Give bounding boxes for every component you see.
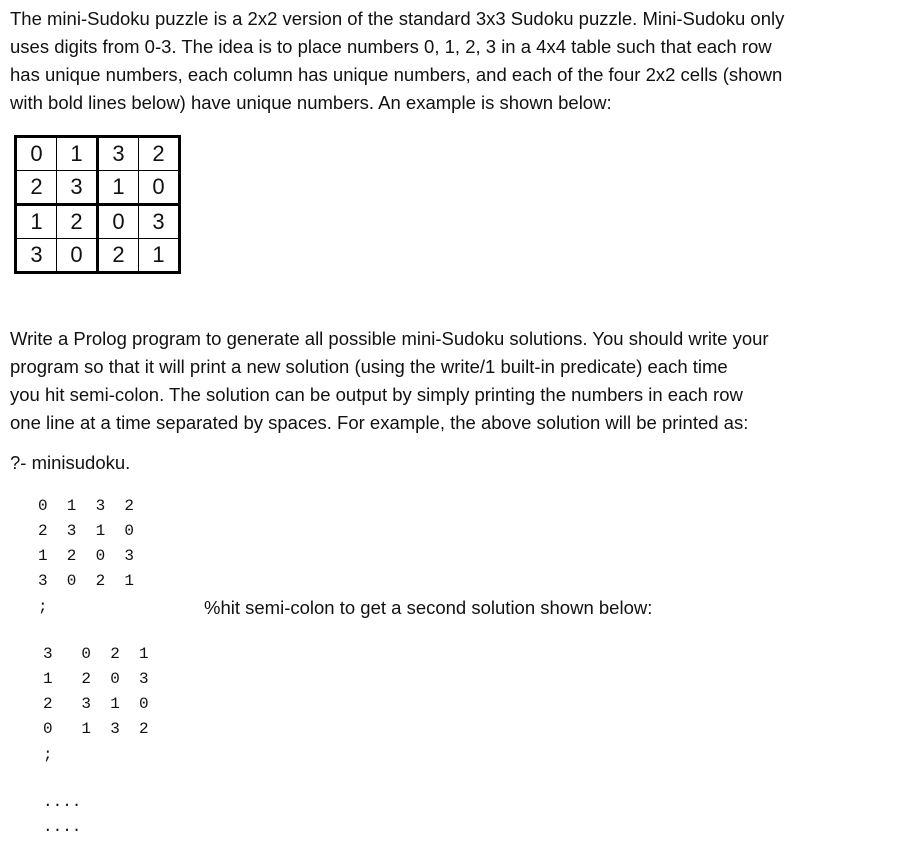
- solution1-row: 3 0 2 1: [38, 572, 135, 590]
- intro-line: uses digits from 0-3. The idea is to place numbers 0, 1, 2, 3 in a 4x4 table such that each row: [10, 36, 772, 57]
- solution2-row: 0 1 3 2: [43, 720, 149, 738]
- ellipsis: ....: [43, 793, 82, 811]
- intro-line: The mini-Sudoku puzzle is a 2x2 version of the standard 3x3 Sudoku puzzle. Mini-Sudoku only: [10, 8, 785, 29]
- grid-cell: 1: [16, 205, 57, 239]
- grid-cell: 2: [16, 171, 57, 205]
- grid-row: [16, 137, 180, 171]
- grid-cell: 3: [57, 171, 98, 205]
- solution2-semicolon: ;: [43, 746, 53, 764]
- grid-cell: 3: [98, 137, 139, 171]
- intro-paragraph: [10, 5, 890, 117]
- grid-cell: 2: [98, 239, 139, 273]
- task-line: you hit semi-colon. The solution can be output by simply printing the numbers in each row: [10, 384, 743, 405]
- prolog-query: ?- minisudoku.: [10, 452, 131, 473]
- grid-cell: 2: [57, 205, 98, 239]
- grid-cell: 0: [98, 205, 139, 239]
- grid-cell: 0: [16, 137, 57, 171]
- solution2-row: 2 3 1 0: [43, 695, 149, 713]
- grid-row: [16, 239, 180, 273]
- grid-cell: 1: [57, 137, 98, 171]
- grid-row: [16, 171, 180, 205]
- intro-line: with bold lines below) have unique numbers. An example is shown below:: [10, 92, 612, 113]
- task-line: Write a Prolog program to generate all possible mini-Sudoku solutions. You should write your: [10, 328, 769, 349]
- grid-cell: 3: [139, 205, 180, 239]
- grid-cell: 1: [98, 171, 139, 205]
- solution1-row: 0 1 3 2: [38, 497, 135, 515]
- grid-row: [16, 205, 180, 239]
- grid-cell: 2: [139, 137, 180, 171]
- example-sudoku-grid: [14, 135, 181, 274]
- grid-cell: 1: [139, 239, 180, 273]
- grid-cell: 3: [16, 239, 57, 273]
- solution1-row: 2 3 1 0: [38, 522, 135, 540]
- ellipsis: ....: [43, 818, 82, 836]
- task-paragraph: [10, 325, 890, 437]
- solution2-row: 3 0 2 1: [43, 645, 149, 663]
- solution1-row: 1 2 0 3: [38, 547, 135, 565]
- intro-line: has unique numbers, each column has unique numbers, and each of the four 2x2 cells (shown: [10, 64, 783, 85]
- task-line: program so that it will print a new solution (using the write/1 built-in predicate) each time: [10, 356, 728, 377]
- solution2-row: 1 2 0 3: [43, 670, 149, 688]
- task-line: one line at a time separated by spaces. For example, the above solution will be printed as:: [10, 412, 749, 433]
- grid-cell: 0: [139, 171, 180, 205]
- semicolon-comment: %hit semi-colon to get a second solution shown below:: [204, 597, 653, 618]
- solution1-semicolon: ;: [38, 598, 48, 616]
- grid-cell: 0: [57, 239, 98, 273]
